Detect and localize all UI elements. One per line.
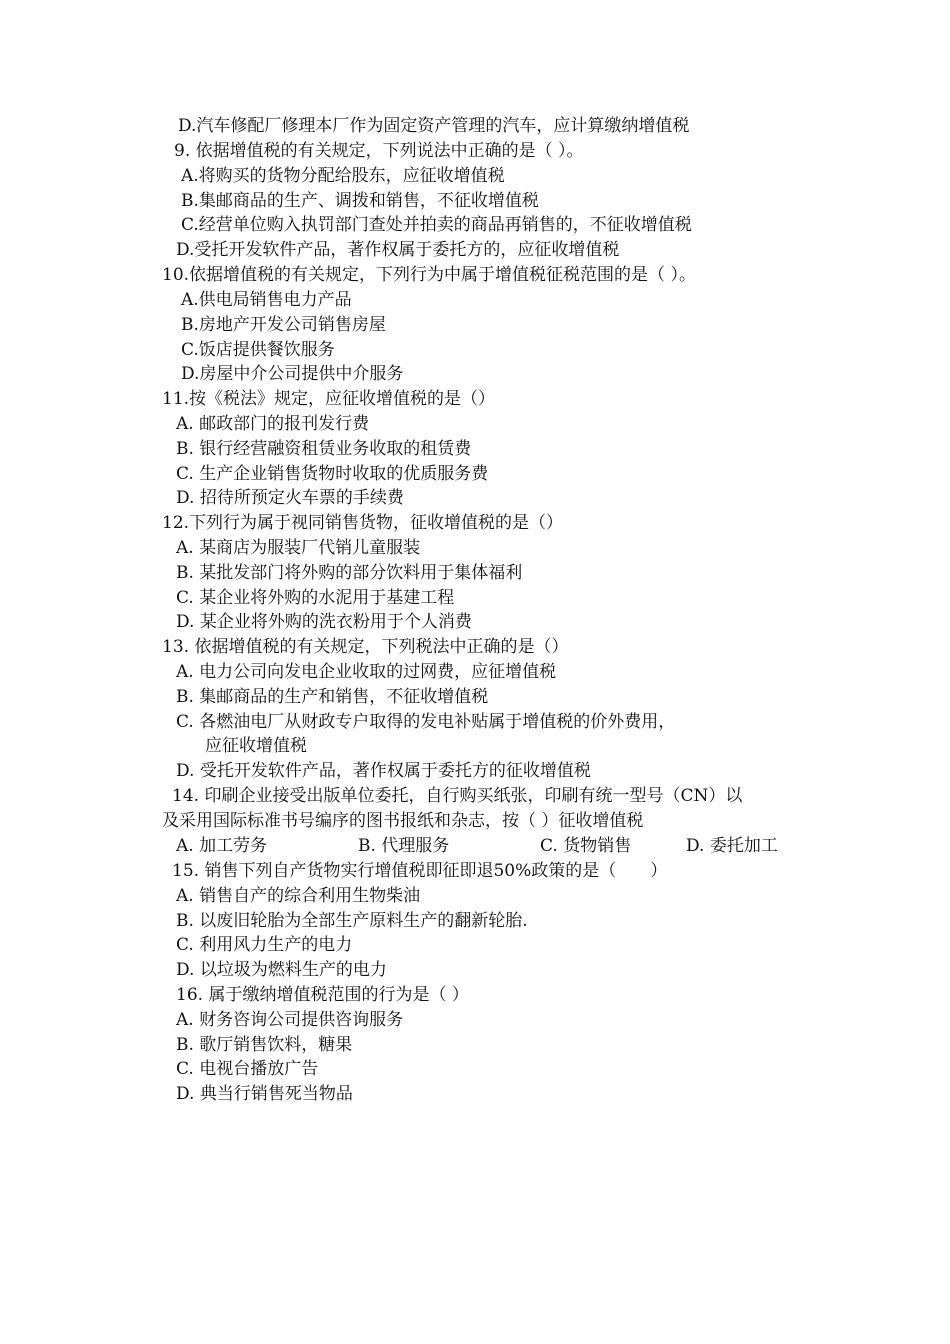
q13-option-d: D. 受托开发软件产品，著作权属于委托方的征收增值税 (176, 761, 591, 781)
q15-option-d: D. 以垃圾为燃料生产的电力 (176, 960, 387, 980)
q16-option-b: B. 歌厅销售饮料，糖果 (176, 1035, 353, 1055)
q16-stem: 16. 属于缴纳增值税范围的行为是（ ） (176, 985, 469, 1005)
q14-option-c: C. 货物销售 (540, 836, 632, 856)
q11-option-a: A. 邮政部门的报刊发行费 (176, 414, 370, 434)
q12-option-d: D. 某企业将外购的洗衣粉用于个人消费 (176, 612, 472, 632)
q13-option-b: B. 集邮商品的生产和销售，不征收增值税 (176, 687, 489, 707)
q9-option-d: D.受托开发软件产品，著作权属于委托方的，应征收增值税 (176, 240, 620, 260)
q16-option-c: C. 电视台播放广告 (176, 1059, 319, 1079)
q14-stem-line-1: 14. 印刷企业接受出版单位委托，自行购买纸张，印刷有统一型号（CN）以 (172, 786, 743, 806)
q16-option-d: D. 典当行销售死当物品 (176, 1084, 353, 1104)
q13-option-a: A. 电力公司向发电企业收取的过网费，应征增值税 (176, 662, 557, 682)
q9-option-a: A.将购买的货物分配给股东，应征收增值税 (181, 166, 505, 186)
q12-option-c: C. 某企业将外购的水泥用于基建工程 (176, 588, 455, 608)
q10-option-c: C.饭店提供餐饮服务 (181, 340, 335, 360)
q14-option-a: A. 加工劳务 (176, 836, 268, 856)
q14-options-row (0, 834, 950, 858)
q16-option-a: A. 财务咨询公司提供咨询服务 (176, 1010, 404, 1030)
q11-option-d: D. 招待所预定火车票的手续费 (176, 488, 404, 508)
q13-option-c: C. 各燃油电厂从财政专户取得的发电补贴属于增值税的价外费用， (176, 712, 676, 732)
q11-option-c: C. 生产企业销售货物时收取的优质服务费 (176, 464, 489, 484)
q12-option-a: A. 某商店为服装厂代销儿童服装 (176, 538, 421, 558)
q10-option-b: B.房地产开发公司销售房屋 (181, 315, 386, 335)
q12-option-b: B. 某批发部门将外购的部分饮料用于集体福利 (176, 563, 523, 583)
q15-option-a: A. 销售自产的综合利用生物柴油 (176, 886, 421, 906)
q8-option-d: D.汽车修配厂修理本厂作为固定资产管理的汽车，应计算缴纳增值税 (178, 116, 690, 136)
q10-option-d: D.房屋中介公司提供中介服务 (181, 364, 404, 384)
q11-stem: 11.按《税法》规定，应征收增值税的是（） (162, 389, 496, 409)
q12-stem: 12.下列行为属于视同销售货物，征收增值税的是（） (162, 513, 564, 533)
q10-stem: 10.依据增值税的有关规定，下列行为中属于增值税征税范围的是（ ）。 (162, 265, 696, 285)
q14-option-b: B. 代理服务 (358, 836, 450, 856)
q14-option-d: D. 委托加工 (686, 836, 778, 856)
q10-option-a: A.供电局销售电力产品 (181, 290, 352, 310)
q13-option-c-continued: 应征收增值税 (205, 736, 307, 756)
q15-option-b: B. 以废旧轮胎为全部生产原料生产的翻新轮胎. (176, 911, 528, 931)
q15-option-c: C. 利用风力生产的电力 (176, 935, 353, 955)
q9-stem: 9. 依据增值税的有关规定，下列说法中正确的是（ ）。 (174, 141, 584, 161)
q9-option-b: B.集邮商品的生产、调拨和销售，不征收增值税 (181, 191, 539, 211)
q15-stem: 15. 销售下列自产货物实行增值税即征即退50%政策的是（ ） (172, 861, 668, 881)
q9-option-c: C.经营单位购入执罚部门查处并拍卖的商品再销售的，不征收增值税 (181, 215, 692, 235)
q13-stem: 13. 依据增值税的有关规定，下列税法中正确的是（） (162, 637, 569, 657)
q14-stem-line-2: 及采用国际标准书号编序的图书报纸和杂志，按（ ）征收增值税 (162, 811, 644, 831)
q11-option-b: B. 银行经营融资租赁业务收取的租赁费 (176, 439, 472, 459)
